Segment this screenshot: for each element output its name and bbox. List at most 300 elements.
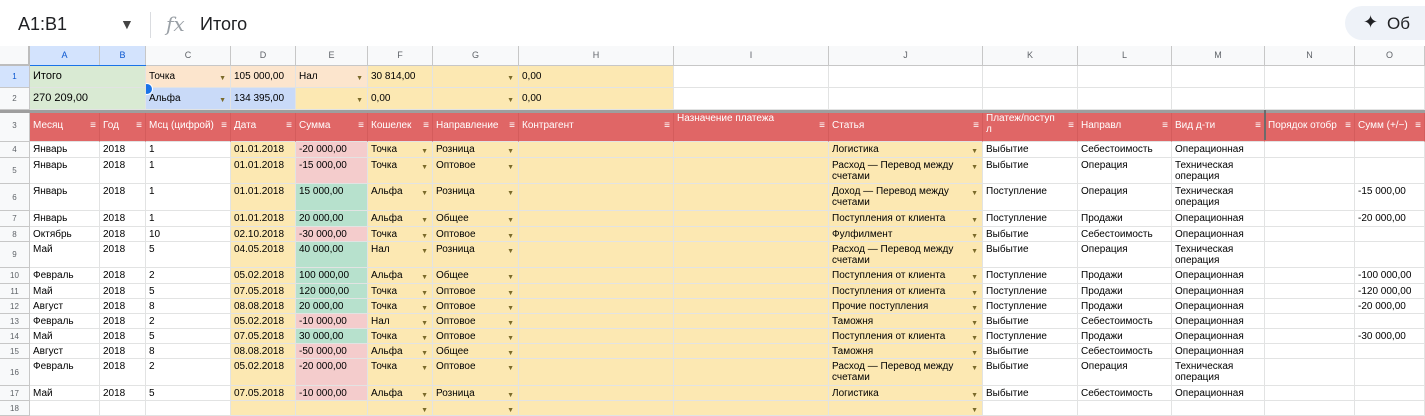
row-header-14[interactable]: 14: [0, 329, 30, 344]
data-cell[interactable]: [146, 299, 231, 314]
data-cell[interactable]: [519, 329, 674, 344]
data-cell[interactable]: [674, 386, 829, 401]
data-cell[interactable]: [1265, 242, 1355, 268]
summary-row2-j[interactable]: [829, 88, 983, 110]
data-cell[interactable]: [100, 299, 146, 314]
data-cell[interactable]: [983, 314, 1078, 329]
summary-row1-n[interactable]: [1265, 66, 1355, 88]
row-header-16[interactable]: 16: [0, 359, 30, 386]
data-cell[interactable]: [296, 142, 368, 158]
data-cell[interactable]: [368, 299, 433, 314]
row-header-4[interactable]: 4: [0, 142, 30, 158]
dropdown-arrow-icon[interactable]: ▼: [507, 365, 514, 372]
data-cell[interactable]: [519, 268, 674, 284]
data-cell[interactable]: [674, 211, 829, 227]
data-cell[interactable]: [1078, 284, 1172, 299]
dropdown-arrow-icon[interactable]: ▼: [971, 335, 978, 342]
dropdown-arrow-icon[interactable]: ▼: [507, 305, 514, 312]
data-cell[interactable]: [983, 386, 1078, 401]
data-cell[interactable]: [231, 344, 296, 359]
filter-icon[interactable]: ≡: [509, 120, 515, 131]
data-cell[interactable]: [519, 299, 674, 314]
data-cell[interactable]: [433, 344, 519, 359]
dropdown-arrow-icon[interactable]: ▼: [219, 75, 226, 82]
dropdown-arrow-icon[interactable]: ▼: [971, 274, 978, 281]
data-cell[interactable]: [674, 268, 829, 284]
dropdown-arrow-icon[interactable]: ▼: [421, 233, 428, 240]
data-cell[interactable]: [30, 242, 100, 268]
row-header-10[interactable]: 10: [0, 268, 30, 284]
data-cell[interactable]: [674, 158, 829, 184]
data-cell[interactable]: [30, 142, 100, 158]
dropdown-arrow-icon[interactable]: ▼: [971, 290, 978, 297]
data-cell[interactable]: [368, 359, 433, 386]
data-cell[interactable]: [30, 227, 100, 242]
row-header-7[interactable]: 7: [0, 211, 30, 227]
data-cell[interactable]: [519, 386, 674, 401]
data-cell[interactable]: [1078, 299, 1172, 314]
summary-row2-m[interactable]: [1172, 88, 1265, 110]
data-cell[interactable]: [146, 284, 231, 299]
data-cell[interactable]: [231, 242, 296, 268]
data-cell[interactable]: [674, 344, 829, 359]
data-cell[interactable]: [433, 227, 519, 242]
summary-row2-c[interactable]: [146, 88, 231, 110]
data-cell[interactable]: [433, 284, 519, 299]
chevron-down-icon[interactable]: ▼: [120, 16, 134, 32]
data-cell[interactable]: [1172, 401, 1265, 416]
data-cell[interactable]: [1078, 158, 1172, 184]
name-box[interactable]: A1:B1: [18, 14, 68, 34]
data-cell[interactable]: [231, 329, 296, 344]
summary-row1-i[interactable]: [674, 66, 829, 88]
data-cell[interactable]: [231, 314, 296, 329]
data-cell[interactable]: [829, 284, 983, 299]
dropdown-arrow-icon[interactable]: ▼: [421, 350, 428, 357]
data-cell[interactable]: [368, 344, 433, 359]
filter-icon[interactable]: ≡: [423, 120, 429, 131]
data-cell[interactable]: [1172, 299, 1265, 314]
data-cell[interactable]: [368, 268, 433, 284]
data-cell[interactable]: [231, 284, 296, 299]
filter-icon[interactable]: ≡: [1162, 120, 1168, 131]
dropdown-arrow-icon[interactable]: ▼: [971, 365, 978, 372]
data-cell[interactable]: [1172, 242, 1265, 268]
data-cell[interactable]: [30, 184, 100, 211]
data-cell[interactable]: [983, 142, 1078, 158]
data-cell[interactable]: [1265, 142, 1355, 158]
data-cell[interactable]: [433, 184, 519, 211]
filter-icon[interactable]: ≡: [1345, 120, 1351, 131]
data-cell[interactable]: [100, 158, 146, 184]
header-cell-f[interactable]: [368, 110, 433, 142]
data-cell[interactable]: [296, 329, 368, 344]
column-header-g[interactable]: G: [433, 46, 519, 66]
data-cell[interactable]: [146, 158, 231, 184]
data-cell[interactable]: [674, 242, 829, 268]
data-cell[interactable]: [146, 268, 231, 284]
dropdown-arrow-icon[interactable]: ▼: [421, 164, 428, 171]
data-cell[interactable]: [1172, 227, 1265, 242]
data-cell[interactable]: [231, 401, 296, 416]
data-cell[interactable]: [1078, 386, 1172, 401]
data-cell[interactable]: [1172, 142, 1265, 158]
data-cell[interactable]: [30, 211, 100, 227]
data-cell[interactable]: [519, 242, 674, 268]
column-header-h[interactable]: H: [519, 46, 674, 66]
data-cell[interactable]: [983, 268, 1078, 284]
dropdown-arrow-icon[interactable]: ▼: [507, 97, 514, 104]
data-cell[interactable]: [368, 242, 433, 268]
data-cell[interactable]: [1355, 211, 1425, 227]
summary-row2-f[interactable]: [368, 88, 433, 110]
data-cell[interactable]: [1355, 329, 1425, 344]
data-cell[interactable]: [674, 401, 829, 416]
data-cell[interactable]: [1265, 158, 1355, 184]
data-cell[interactable]: [1078, 184, 1172, 211]
data-cell[interactable]: [674, 284, 829, 299]
formula-input[interactable]: Итого: [200, 14, 248, 34]
header-cell-n[interactable]: [1265, 110, 1355, 142]
dropdown-arrow-icon[interactable]: ▼: [971, 350, 978, 357]
data-cell[interactable]: [296, 401, 368, 416]
column-header-l[interactable]: L: [1078, 46, 1172, 66]
data-cell[interactable]: [519, 359, 674, 386]
data-cell[interactable]: [231, 184, 296, 211]
data-cell[interactable]: [296, 211, 368, 227]
summary-row1-a[interactable]: [30, 66, 146, 88]
header-cell-l[interactable]: [1078, 110, 1172, 142]
summary-row1-g[interactable]: [433, 66, 519, 88]
data-cell[interactable]: [1078, 242, 1172, 268]
data-cell[interactable]: [983, 401, 1078, 416]
header-cell-e[interactable]: [296, 110, 368, 142]
column-header-d[interactable]: D: [231, 46, 296, 66]
data-cell[interactable]: [368, 284, 433, 299]
dropdown-arrow-icon[interactable]: ▼: [421, 290, 428, 297]
data-cell[interactable]: [1265, 314, 1355, 329]
data-cell[interactable]: [1355, 284, 1425, 299]
data-cell[interactable]: [674, 359, 829, 386]
dropdown-arrow-icon[interactable]: ▼: [421, 190, 428, 197]
data-cell[interactable]: [1355, 386, 1425, 401]
column-header-i[interactable]: I: [674, 46, 829, 66]
header-cell-g[interactable]: [433, 110, 519, 142]
data-cell[interactable]: [1078, 314, 1172, 329]
data-cell[interactable]: [1265, 184, 1355, 211]
data-cell[interactable]: [1078, 329, 1172, 344]
data-cell[interactable]: [30, 386, 100, 401]
header-cell-c[interactable]: [146, 110, 231, 142]
dropdown-arrow-icon[interactable]: ▼: [507, 274, 514, 281]
data-cell[interactable]: [433, 401, 519, 416]
data-cell[interactable]: [1355, 314, 1425, 329]
summary-row2-n[interactable]: [1265, 88, 1355, 110]
data-cell[interactable]: [1265, 211, 1355, 227]
data-cell[interactable]: [100, 227, 146, 242]
data-cell[interactable]: [519, 184, 674, 211]
data-cell[interactable]: [983, 359, 1078, 386]
data-cell[interactable]: [829, 344, 983, 359]
summary-row2-a[interactable]: [30, 88, 146, 110]
data-cell[interactable]: [674, 227, 829, 242]
data-cell[interactable]: [519, 344, 674, 359]
data-cell[interactable]: [1265, 386, 1355, 401]
data-cell[interactable]: [146, 386, 231, 401]
data-cell[interactable]: [368, 211, 433, 227]
data-cell[interactable]: [231, 359, 296, 386]
data-cell[interactable]: [1078, 344, 1172, 359]
data-cell[interactable]: [1265, 268, 1355, 284]
data-cell[interactable]: [519, 158, 674, 184]
header-cell-k[interactable]: [983, 110, 1078, 142]
data-cell[interactable]: [1172, 359, 1265, 386]
summary-row1-l[interactable]: [1078, 66, 1172, 88]
dropdown-arrow-icon[interactable]: ▼: [507, 407, 514, 414]
data-cell[interactable]: [983, 344, 1078, 359]
data-cell[interactable]: [30, 344, 100, 359]
data-cell[interactable]: [296, 242, 368, 268]
dropdown-arrow-icon[interactable]: ▼: [507, 164, 514, 171]
header-cell-b[interactable]: [100, 110, 146, 142]
data-cell[interactable]: [368, 401, 433, 416]
summary-row1-j[interactable]: [829, 66, 983, 88]
dropdown-arrow-icon[interactable]: ▼: [356, 97, 363, 104]
data-cell[interactable]: [30, 314, 100, 329]
data-cell[interactable]: [368, 314, 433, 329]
data-cell[interactable]: [100, 359, 146, 386]
dropdown-arrow-icon[interactable]: ▼: [507, 248, 514, 255]
data-cell[interactable]: [1265, 299, 1355, 314]
summary-row2-h[interactable]: [519, 88, 674, 110]
data-cell[interactable]: [368, 158, 433, 184]
data-cell[interactable]: [1078, 227, 1172, 242]
summary-row2-e[interactable]: [296, 88, 368, 110]
data-cell[interactable]: [368, 329, 433, 344]
row-header-11[interactable]: 11: [0, 284, 30, 299]
dropdown-arrow-icon[interactable]: ▼: [971, 407, 978, 414]
filter-icon[interactable]: ≡: [90, 120, 96, 131]
data-cell[interactable]: [1355, 359, 1425, 386]
column-header-a[interactable]: A: [30, 46, 100, 66]
data-cell[interactable]: [433, 158, 519, 184]
summary-row1-k[interactable]: [983, 66, 1078, 88]
dropdown-arrow-icon[interactable]: ▼: [507, 350, 514, 357]
summary-row1-f[interactable]: [368, 66, 433, 88]
data-cell[interactable]: [100, 211, 146, 227]
data-cell[interactable]: [368, 142, 433, 158]
dropdown-arrow-icon[interactable]: ▼: [219, 97, 226, 104]
data-cell[interactable]: [433, 386, 519, 401]
column-header-k[interactable]: K: [983, 46, 1078, 66]
data-cell[interactable]: [30, 284, 100, 299]
summary-row1-h[interactable]: [519, 66, 674, 88]
data-cell[interactable]: [296, 359, 368, 386]
row-header-8[interactable]: 8: [0, 227, 30, 242]
data-cell[interactable]: [296, 158, 368, 184]
data-cell[interactable]: [829, 211, 983, 227]
data-cell[interactable]: [368, 386, 433, 401]
dropdown-arrow-icon[interactable]: ▼: [971, 148, 978, 155]
dropdown-arrow-icon[interactable]: ▼: [421, 148, 428, 155]
data-cell[interactable]: [146, 227, 231, 242]
filter-icon[interactable]: ≡: [286, 120, 292, 131]
header-cell-d[interactable]: [231, 110, 296, 142]
column-header-c[interactable]: C: [146, 46, 231, 66]
data-cell[interactable]: [231, 268, 296, 284]
data-cell[interactable]: [983, 211, 1078, 227]
data-cell[interactable]: [30, 401, 100, 416]
freeze-divider-horizontal[interactable]: [0, 110, 1425, 113]
data-cell[interactable]: [146, 314, 231, 329]
data-cell[interactable]: [231, 227, 296, 242]
data-cell[interactable]: [296, 184, 368, 211]
data-cell[interactable]: [100, 284, 146, 299]
summary-row2-l[interactable]: [1078, 88, 1172, 110]
data-cell[interactable]: [433, 299, 519, 314]
dropdown-arrow-icon[interactable]: ▼: [421, 248, 428, 255]
data-cell[interactable]: [829, 359, 983, 386]
data-cell[interactable]: [100, 184, 146, 211]
dropdown-arrow-icon[interactable]: ▼: [971, 217, 978, 224]
data-cell[interactable]: [1355, 142, 1425, 158]
summary-row2-k[interactable]: [983, 88, 1078, 110]
data-cell[interactable]: [519, 284, 674, 299]
data-cell[interactable]: [983, 284, 1078, 299]
gemini-button[interactable]: [1345, 6, 1425, 40]
data-cell[interactable]: [674, 184, 829, 211]
summary-row2-g[interactable]: [433, 88, 519, 110]
data-cell[interactable]: [1355, 158, 1425, 184]
dropdown-arrow-icon[interactable]: ▼: [421, 305, 428, 312]
data-cell[interactable]: [146, 142, 231, 158]
column-header-e[interactable]: E: [296, 46, 368, 66]
data-cell[interactable]: [829, 184, 983, 211]
data-cell[interactable]: [146, 401, 231, 416]
data-cell[interactable]: [100, 268, 146, 284]
summary-row2-d[interactable]: [231, 88, 296, 110]
data-cell[interactable]: [1078, 142, 1172, 158]
data-cell[interactable]: [368, 184, 433, 211]
data-cell[interactable]: [100, 314, 146, 329]
filter-icon[interactable]: ≡: [358, 120, 364, 131]
data-cell[interactable]: [433, 329, 519, 344]
data-cell[interactable]: [983, 184, 1078, 211]
data-cell[interactable]: [829, 158, 983, 184]
data-cell[interactable]: [1355, 299, 1425, 314]
data-cell[interactable]: [368, 227, 433, 242]
dropdown-arrow-icon[interactable]: ▼: [507, 217, 514, 224]
data-cell[interactable]: [146, 184, 231, 211]
data-cell[interactable]: [1172, 314, 1265, 329]
data-cell[interactable]: [829, 268, 983, 284]
data-cell[interactable]: [674, 299, 829, 314]
row-header-1[interactable]: 1: [0, 66, 30, 88]
data-cell[interactable]: [1078, 211, 1172, 227]
data-cell[interactable]: [30, 158, 100, 184]
data-cell[interactable]: [1355, 401, 1425, 416]
data-cell[interactable]: [829, 314, 983, 329]
dropdown-arrow-icon[interactable]: ▼: [356, 75, 363, 82]
dropdown-arrow-icon[interactable]: ▼: [507, 233, 514, 240]
data-cell[interactable]: [983, 329, 1078, 344]
data-cell[interactable]: [829, 142, 983, 158]
column-header-j[interactable]: J: [829, 46, 983, 66]
data-cell[interactable]: [433, 142, 519, 158]
data-cell[interactable]: [146, 242, 231, 268]
dropdown-arrow-icon[interactable]: ▼: [971, 164, 978, 171]
header-cell-i[interactable]: [674, 110, 829, 142]
dropdown-arrow-icon[interactable]: ▼: [421, 392, 428, 399]
dropdown-arrow-icon[interactable]: ▼: [507, 392, 514, 399]
data-cell[interactable]: [433, 242, 519, 268]
data-cell[interactable]: [100, 386, 146, 401]
data-cell[interactable]: [433, 268, 519, 284]
data-cell[interactable]: [1172, 329, 1265, 344]
data-cell[interactable]: [1355, 268, 1425, 284]
data-cell[interactable]: [1172, 211, 1265, 227]
dropdown-arrow-icon[interactable]: ▼: [421, 320, 428, 327]
data-cell[interactable]: [519, 227, 674, 242]
column-header-m[interactable]: M: [1172, 46, 1265, 66]
dropdown-arrow-icon[interactable]: ▼: [971, 233, 978, 240]
dropdown-arrow-icon[interactable]: ▼: [507, 148, 514, 155]
data-cell[interactable]: [519, 142, 674, 158]
filter-icon[interactable]: ≡: [221, 120, 227, 131]
data-cell[interactable]: [146, 211, 231, 227]
column-header-b[interactable]: B: [100, 46, 146, 66]
data-cell[interactable]: [296, 299, 368, 314]
data-cell[interactable]: [296, 386, 368, 401]
summary-row2-i[interactable]: [674, 88, 829, 110]
filter-icon[interactable]: ≡: [1415, 120, 1421, 131]
data-cell[interactable]: [1172, 268, 1265, 284]
dropdown-arrow-icon[interactable]: ▼: [507, 75, 514, 82]
summary-row1-o[interactable]: [1355, 66, 1425, 88]
data-cell[interactable]: [1265, 359, 1355, 386]
data-cell[interactable]: [146, 344, 231, 359]
data-cell[interactable]: [1265, 227, 1355, 242]
data-cell[interactable]: [829, 329, 983, 344]
data-cell[interactable]: [1265, 284, 1355, 299]
summary-row2-o[interactable]: [1355, 88, 1425, 110]
column-header-f[interactable]: F: [368, 46, 433, 66]
data-cell[interactable]: [30, 299, 100, 314]
data-cell[interactable]: [1172, 386, 1265, 401]
dropdown-arrow-icon[interactable]: ▼: [971, 248, 978, 255]
data-cell[interactable]: [674, 314, 829, 329]
data-cell[interactable]: [296, 284, 368, 299]
data-cell[interactable]: [829, 401, 983, 416]
dropdown-arrow-icon[interactable]: ▼: [421, 335, 428, 342]
data-cell[interactable]: [519, 401, 674, 416]
row-header-13[interactable]: 13: [0, 314, 30, 329]
dropdown-arrow-icon[interactable]: ▼: [421, 365, 428, 372]
header-cell-j[interactable]: [829, 110, 983, 142]
row-header-9[interactable]: 9: [0, 242, 30, 268]
data-cell[interactable]: [829, 299, 983, 314]
data-cell[interactable]: [433, 314, 519, 329]
data-cell[interactable]: [829, 242, 983, 268]
data-cell[interactable]: [1172, 158, 1265, 184]
data-cell[interactable]: [1265, 329, 1355, 344]
summary-row1-m[interactable]: [1172, 66, 1265, 88]
row-header-5[interactable]: 5: [0, 158, 30, 184]
data-cell[interactable]: [30, 268, 100, 284]
dropdown-arrow-icon[interactable]: ▼: [971, 392, 978, 399]
data-cell[interactable]: [231, 299, 296, 314]
summary-row1-d[interactable]: [231, 66, 296, 88]
